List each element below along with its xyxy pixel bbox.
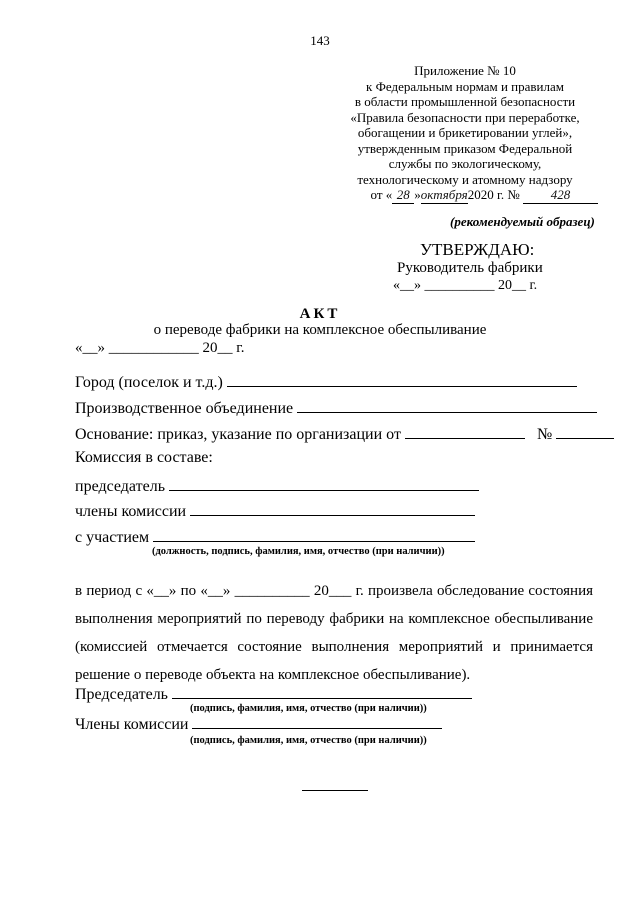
order-day-handwritten: 28 <box>392 187 414 204</box>
basis-row <box>75 424 614 444</box>
inspection-paragraph <box>75 577 593 689</box>
signature-chairman-caption: (подпись, фамилия, имя, отчество (при наличии)) <box>190 703 427 714</box>
end-divider <box>302 790 368 791</box>
basis-date-field[interactable] <box>405 424 525 439</box>
act-date: «__» ____________ 20__ г. <box>75 340 245 356</box>
members-row <box>75 501 475 521</box>
basis-number-label: № <box>536 426 553 443</box>
basis-number-field[interactable] <box>556 424 614 439</box>
order-prefix: от « <box>370 187 393 202</box>
appendix-line: «Правила безопасности при переработке, <box>350 109 580 125</box>
order-date-line <box>330 187 600 204</box>
signature-members-row <box>75 714 442 734</box>
participation-caption: (должность, подпись, фамилия, имя, отчество (при наличии)) <box>152 546 445 557</box>
paragraph-line: в период с «__» по «__» __________ 20___ г. произвела обследование состояния <box>75 583 593 599</box>
recommended-sample-note: (рекомендуемый образец) <box>450 214 595 229</box>
paragraph-line: (комиссией отмечается состояние выполнения мероприятий и принимается <box>75 639 593 655</box>
participation-field[interactable] <box>153 527 475 542</box>
basis-label: Основание: приказ, указание по организации от <box>75 426 401 443</box>
commission-label: Комиссия в составе: <box>75 449 213 466</box>
signature-chairman-label: Председатель <box>75 686 168 703</box>
appendix-line: технологическому и атомному надзору <box>357 171 573 187</box>
members-field[interactable] <box>190 501 475 516</box>
signature-members-caption: (подпись, фамилия, имя, отчество (при наличии)) <box>190 735 427 746</box>
city-row <box>75 372 577 392</box>
act-title: АКТ <box>299 306 341 322</box>
chairman-label: председатель <box>75 478 165 495</box>
appendix-line: утвержденным приказом Федеральной <box>357 140 573 156</box>
signature-chairman-row <box>75 684 472 704</box>
approve-role: Руководитель фабрики <box>397 260 543 276</box>
association-field[interactable] <box>297 398 597 413</box>
paragraph-line: решение о переводе объекта на комплексное обеспыливание). <box>75 667 471 683</box>
appendix-line: Приложение № 10 <box>414 63 516 78</box>
association-row <box>75 398 597 418</box>
members-label: члены комиссии <box>75 503 187 520</box>
order-mid: » <box>414 187 421 202</box>
participation-label: с участием <box>75 529 150 546</box>
approve-date: «__» __________ 20__ г. <box>393 278 538 293</box>
association-label: Производственное объединение <box>75 400 294 417</box>
appendix-line: к Федеральным нормам и правилам <box>366 78 564 94</box>
paragraph-line: выполнения мероприятий по переводу фабрики на комплексное обеспыливание <box>75 611 593 627</box>
city-label: Город (поселок и т.д.) <box>75 374 223 391</box>
appendix-header <box>330 63 600 204</box>
order-year: 2020 г. № <box>467 187 520 202</box>
city-field[interactable] <box>227 372 577 387</box>
approve-title: УТВЕРЖДАЮ: <box>420 240 535 259</box>
appendix-line: обогащении и брикетировании углей», <box>357 125 573 140</box>
participation-row <box>75 527 475 547</box>
act-subtitle: о переводе фабрики на комплексное обеспыливание <box>153 322 487 338</box>
signature-members-label: Члены комиссии <box>75 716 189 733</box>
signature-members-field[interactable] <box>192 714 442 729</box>
chairman-field[interactable] <box>169 476 479 491</box>
order-month-handwritten: октября <box>420 187 468 202</box>
signature-chairman-field[interactable] <box>172 684 472 699</box>
page-number: 143 <box>310 33 330 48</box>
appendix-line: в области промышленной безопасности <box>354 94 576 109</box>
chairman-row <box>75 476 479 496</box>
appendix-line: службы по экологическому, <box>388 156 542 171</box>
order-number-handwritten: 428 <box>523 187 598 204</box>
